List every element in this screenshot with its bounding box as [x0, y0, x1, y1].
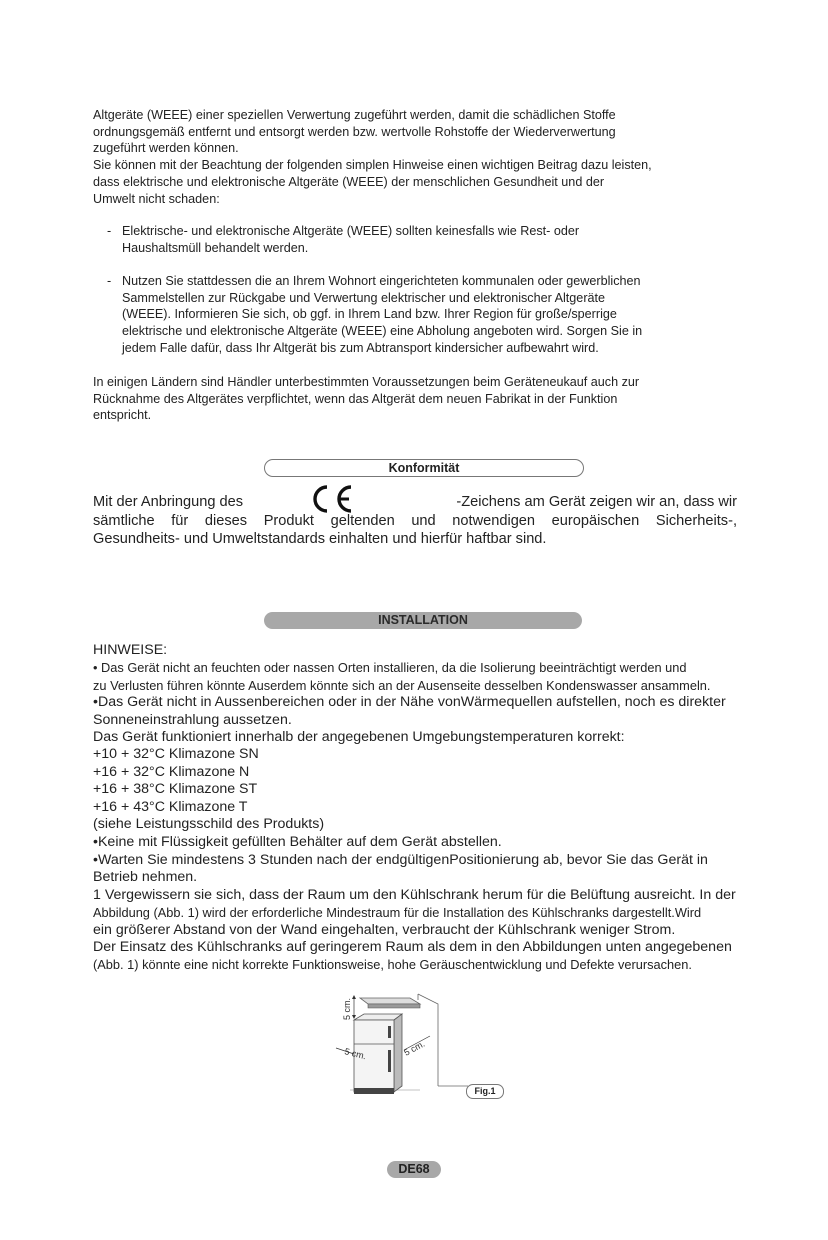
installation-line: zu Verlusten führen könnte Auserdem könnte sich an der Ausenseite desselben Kondenswasser ansammeln.: [93, 677, 711, 693]
installation-line: +16 + 43°C Klimazone T: [93, 798, 248, 815]
installation-line: +10 + 32°C Klimazone SN: [93, 746, 259, 763]
conformity-line-1: [93, 493, 737, 512]
conformity-paragraph: [93, 493, 737, 549]
bullet-line: jedem Falle dafür, dass Ihr Altgerät bis zum Abtransport kindersicher aufbewahrt wird.: [122, 340, 599, 355]
weee-bullet-2: [107, 273, 737, 357]
dealers-paragraph: [93, 374, 737, 424]
figure-label: Fig.1: [466, 1084, 504, 1099]
intro-line: ordnungsgemäß entfernt und entsorgt werden bzw. wertvolle Rohstoffe der Wiederverwertung: [93, 124, 616, 139]
side-gap-label: 5 cm.: [343, 1046, 368, 1062]
back-gap-label: 5 cm.: [402, 1038, 427, 1058]
weee-bullet-1: [107, 223, 737, 256]
dealers-line: In einigen Ländern sind Händler unterbestimmten Voraussetzungen beim Geräteneukauf auch zur: [93, 375, 640, 389]
bullet-line: Sammelstellen zur Rückgabe und Verwertung elektrischer und elektronischer Altgeräte: [122, 290, 606, 305]
ce-mark-icon: [307, 484, 355, 514]
installation-line: ein größerer Abstand von der Wand eingehalten, verbraucht der Kühlschrank weniger Strom.: [93, 921, 676, 938]
installation-line: • Das Gerät nicht an feuchten oder nassen Orten installieren, da die Isolierung beeinträchtigt werden und: [93, 660, 687, 676]
installation-line: Betrieb nehmen.: [93, 869, 198, 886]
bullet-line: Elektrische- und elektronische Altgeräte (WEEE) sollten keinesfalls wie Rest- oder: [122, 224, 580, 238]
installation-line: (Abb. 1) könnte eine nicht korrekte Funktionsweise, hohe Geräuschentwicklung und Defekte verursachen.: [93, 957, 692, 973]
installation-line: Das Gerät funktioniert innerhalb der angegebenen Umgebungstemperaturen korrekt:: [93, 729, 625, 746]
installation-line: Der Einsatz des Kühlschranks auf geringerem Raum als dem in den Abbildungen unten angegebenen: [93, 938, 732, 955]
intro-line: zugeführt werden können.: [93, 141, 239, 156]
installation-line: +16 + 32°C Klimazone N: [93, 763, 250, 780]
intro-line: Umwelt nicht schaden:: [93, 191, 220, 206]
intro-line: Altgeräte (WEEE) einer speziellen Verwertung zugeführt werden, damit die schädlichen Stoffe: [93, 108, 616, 122]
bullet-line: elektrische und elektronische Altgeräte (WEEE) eine Abholung angeboten wird. Sorgen Sie in: [122, 324, 643, 339]
installation-line: (siehe Leistungsschild des Produkts): [93, 816, 325, 833]
installation-line: •Das Gerät nicht in Aussenbereichen oder in der Nähe vonWärmequellen aufstellen, noch es direkter: [93, 694, 726, 711]
bullet-dash: -: [107, 224, 112, 238]
conformity-before-mark: Mit der Anbringung des: [93, 494, 244, 510]
page-number: DE68: [387, 1161, 441, 1178]
bullet-line: Nutzen Sie stattdessen die an Ihrem Wohnort eingerichteten kommunalen oder gewerblichen: [122, 274, 641, 288]
intro-line: Sie können mit der Beachtung der folgenden simplen Hinweise einen wichtigen Beitrag dazu leisten,: [93, 158, 652, 173]
installation-notes: [93, 642, 753, 974]
installation-line: •Keine mit Flüssigkeit gefüllten Behälter auf dem Gerät abstellen.: [93, 834, 502, 851]
bullet-line: (WEEE). Informieren Sie sich, ob ggf. in Ihrem Land bzw. Ihrer Region für große/sperrige: [122, 307, 617, 322]
dealers-line: entspricht.: [93, 408, 152, 423]
installation-line: +16 + 38°C Klimazone ST: [93, 781, 258, 798]
installation-line: 1 Vergewissern sie sich, dass der Raum um den Kühlschrank herum für die Belüftung ausreicht. In der: [93, 886, 736, 903]
conformity-line-2: sämtliche für dieses Produkt geltenden und notwendigen europäischen Sicherheits-,: [93, 512, 737, 529]
dealers-line: Rücknahme des Altgerätes verpflichtet, wenn das Altgerät dem neuen Fabrikat in der Funktion: [93, 391, 618, 406]
installation-line: Abbildung (Abb. 1) wird der erforderliche Mindestraum für die Installation des Kühlschranks dargestellt.Wird: [93, 905, 702, 921]
installation-heading: INSTALLATION: [264, 612, 582, 629]
top-gap-label: 5 cm.: [342, 997, 352, 1020]
intro-paragraph: [93, 107, 737, 207]
conformity-line-3: Gesundheits- und Umweltstandards einhalten und hierfür haftbar sind.: [93, 531, 547, 547]
conformity-heading: Konformität: [264, 459, 584, 477]
installation-line: Sonneneinstrahlung aussetzen.: [93, 711, 292, 728]
intro-line: dass elektrische und elektronische Altgeräte (WEEE) der menschlichen Gesundheit und der: [93, 174, 605, 189]
bullet-line: Haushaltsmüll behandelt werden.: [122, 240, 309, 255]
conformity-after-mark: -Zeichens am Gerät zeigen wir an, dass wir: [456, 494, 737, 510]
installation-line: HINWEISE:: [93, 642, 168, 658]
bullet-dash: -: [107, 274, 112, 288]
installation-line: •Warten Sie mindestens 3 Stunden nach der endgültigenPositionierung ab, bevor Sie das Gerät in: [93, 851, 708, 868]
